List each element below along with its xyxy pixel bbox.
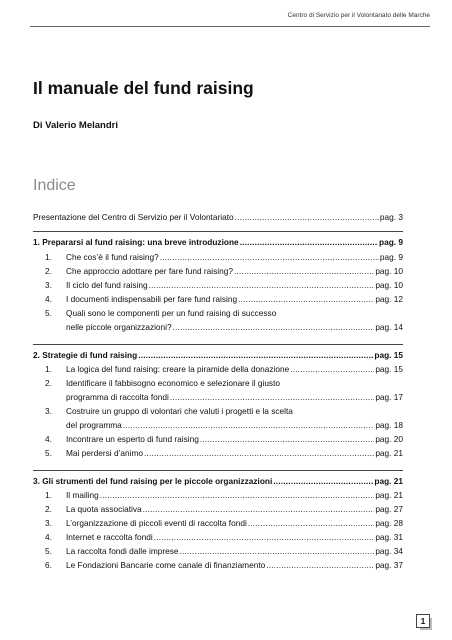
toc-entry <box>33 252 403 262</box>
toc-entry-number: 2. <box>45 504 52 514</box>
toc-entry-number: 1. <box>45 364 52 374</box>
toc-entry <box>33 280 403 290</box>
toc-entry-number: 5. <box>45 308 52 318</box>
toc-page-ref: pag. 21 <box>375 490 403 500</box>
toc-page-ref: pag. 17 <box>375 392 403 402</box>
author-line: Di Valerio Melandri <box>33 120 118 131</box>
dot-leader <box>290 364 374 374</box>
index-heading: Indice <box>33 177 76 194</box>
toc-page-ref: pag. 31 <box>375 532 403 542</box>
toc-entry <box>33 308 403 318</box>
toc-entry <box>33 448 403 458</box>
toc-entry <box>33 420 403 430</box>
toc-entry <box>33 266 403 276</box>
toc-entry <box>33 560 403 570</box>
toc-page-ref: pag. 15 <box>375 364 403 374</box>
dot-leader <box>100 490 375 500</box>
toc-entry <box>33 490 403 500</box>
toc-entry-title: 1. Prepararsi al fund raising: una breve introduzione <box>33 237 239 247</box>
toc-entry <box>33 546 403 556</box>
toc-entry-title: I documenti indispensabili per fare fund raising <box>66 294 238 304</box>
header-rule <box>30 26 430 27</box>
dot-leader <box>238 294 374 304</box>
toc-entry-title: L’organizzazione di piccoli eventi di raccolta fondi <box>66 518 247 528</box>
toc-entry-number: 5. <box>45 546 52 556</box>
dot-leader <box>123 420 375 430</box>
toc-page-ref: pag. 21 <box>375 448 403 458</box>
dot-leader <box>173 322 375 332</box>
toc-entry-title: nelle piccole organizzazioni? <box>66 322 172 332</box>
toc-page-ref: pag. 3 <box>379 212 403 222</box>
toc-page-ref: pag. 12 <box>375 294 403 304</box>
toc-page-ref: pag. 14 <box>375 322 403 332</box>
running-header: Centro di Servizio per il Volontariato delle Marche <box>287 12 430 19</box>
dot-leader <box>234 266 374 276</box>
toc-entry <box>33 532 403 542</box>
toc-entry-title: La quota associativa <box>66 504 142 514</box>
dot-leader <box>160 252 379 262</box>
toc-entry <box>33 322 403 332</box>
toc-page-ref: pag. 9 <box>379 252 403 262</box>
toc-entry <box>33 212 403 222</box>
toc-entry-title: Quali sono le componenti per un fund raising di successo <box>66 308 277 318</box>
toc-entry-number: 1. <box>45 252 52 262</box>
toc-entry-title: Costruire un gruppo di volontari che valuti i progetti e la scelta <box>66 406 293 416</box>
document-title: Il manuale del fund raising <box>33 78 254 98</box>
toc-entry-title: Internet e raccolta fondi <box>66 532 153 542</box>
toc-entry <box>33 378 403 388</box>
dot-leader <box>240 237 378 247</box>
toc-entry-title: 2. Strategie di fund raising <box>33 350 138 360</box>
section-divider <box>33 231 403 232</box>
toc-page-ref: pag. 28 <box>375 518 403 528</box>
toc-entry-number: 1. <box>45 490 52 500</box>
dot-leader <box>200 434 374 444</box>
toc-entry-title: del programma <box>66 420 122 430</box>
dot-leader <box>149 280 375 290</box>
toc-page-ref: pag. 34 <box>375 546 403 556</box>
toc-entry-title: Le Fondazioni Bancarie come canale di finanziamento <box>66 560 266 570</box>
dot-leader <box>170 392 374 402</box>
toc-section-entry <box>33 476 403 486</box>
toc-section-entry <box>33 237 403 247</box>
toc-page-ref: pag. 9 <box>379 237 403 247</box>
toc-entry-title: programma di raccolta fondi <box>66 392 169 402</box>
toc-entry-title: Incontrare un esperto di fund raising <box>66 434 199 444</box>
toc-entry-title: Che approccio adottare per fare fund raising? <box>66 266 233 276</box>
toc-entry-number: 4. <box>45 532 52 542</box>
toc-entry-number: 3. <box>45 518 52 528</box>
dot-leader <box>138 350 373 360</box>
dot-leader <box>235 212 379 222</box>
toc-entry-title: Che cos’è il fund raising? <box>66 252 159 262</box>
toc-section-entry <box>33 350 403 360</box>
dot-leader <box>143 504 375 514</box>
dot-leader <box>273 476 373 486</box>
toc-entry-title: Il mailing <box>66 490 99 500</box>
toc-entry-title: Identificare il fabbisogno economico e selezionare il giusto <box>66 378 281 388</box>
toc-entry-title: La logica del fund raising: creare la piramide della donazione <box>66 364 290 374</box>
toc-entry-title: La raccolta fondi dalle imprese <box>66 546 179 556</box>
dot-leader <box>248 518 375 528</box>
toc-entry <box>33 392 403 402</box>
toc-entry-title: Mai perdersi d’animo <box>66 448 144 458</box>
dot-leader <box>180 546 375 556</box>
page-number: 1 <box>416 614 430 628</box>
toc-page-ref: pag. 15 <box>374 350 403 360</box>
toc-entry <box>33 294 403 304</box>
toc-page-ref: pag. 10 <box>375 266 403 276</box>
dot-leader <box>266 560 374 570</box>
toc-entry <box>33 504 403 514</box>
toc-page-ref: pag. 37 <box>375 560 403 570</box>
toc-page-ref: pag. 10 <box>375 280 403 290</box>
toc-entry-number: 5. <box>45 448 52 458</box>
toc-entry-title: 3. Gli strumenti del fund raising per le piccole organizzazioni <box>33 476 273 486</box>
toc-entry <box>33 434 403 444</box>
toc-entry <box>33 406 403 416</box>
toc-entry <box>33 518 403 528</box>
dot-leader <box>144 448 374 458</box>
section-divider <box>33 344 403 345</box>
toc-entry-number: 2. <box>45 378 52 388</box>
dot-leader <box>154 532 375 542</box>
toc-entry-title: Presentazione del Centro di Servizio per il Volontariato <box>33 212 234 222</box>
toc-entry <box>33 364 403 374</box>
toc-entry-number: 4. <box>45 294 52 304</box>
toc-page-ref: pag. 27 <box>375 504 403 514</box>
toc-entry-number: 3. <box>45 406 52 416</box>
section-divider <box>33 470 403 471</box>
toc-entry-number: 6. <box>45 560 52 570</box>
toc-page-ref: pag. 20 <box>375 434 403 444</box>
toc-entry-number: 2. <box>45 266 52 276</box>
toc-page-ref: pag. 18 <box>375 420 403 430</box>
toc-entry-number: 4. <box>45 434 52 444</box>
toc-entry-number: 3. <box>45 280 52 290</box>
toc-entry-title: Il ciclo del fund raising <box>66 280 148 290</box>
toc-page-ref: pag. 21 <box>374 476 403 486</box>
